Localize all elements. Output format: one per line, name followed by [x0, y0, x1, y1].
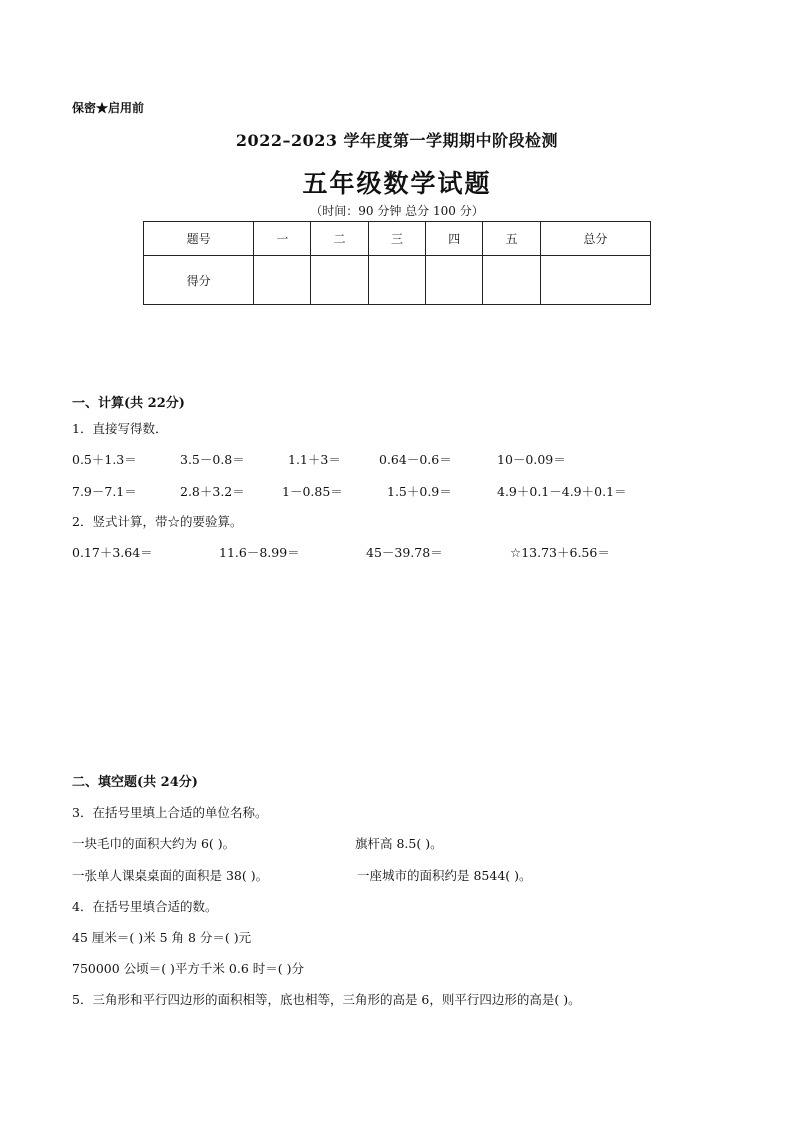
- calc-item: 0.5＋1.3＝: [72, 452, 137, 467]
- fill-item: 旗杆高 8.5( )。: [355, 836, 443, 851]
- question-3-text: 3．在括号里填上合适的单位名称。: [72, 805, 268, 820]
- fill-item: 一座城市的面积约是 8544( )。: [357, 868, 532, 883]
- fill-item: 一块毛巾的面积大约为 6( )。: [72, 836, 236, 851]
- fill-item: 一张单人课桌桌面的面积是 38( )。: [72, 868, 269, 883]
- score-table-header-row: [144, 222, 651, 256]
- score-table-header-cell: 四: [426, 222, 483, 256]
- question-2-text: 2．竖式计算，带☆的要验算。: [72, 514, 243, 529]
- score-table-header-cell: 题号: [144, 222, 254, 256]
- calc-item: 7.9－7.1＝: [72, 484, 137, 499]
- fill-item: 45 厘米＝( )米 5 角 8 分＝( )元: [72, 930, 252, 945]
- calc-item: 2.8＋3.2＝: [180, 484, 245, 499]
- score-cell[interactable]: [311, 256, 368, 305]
- score-cell[interactable]: [426, 256, 483, 305]
- question-1-text: 1．直接写得数．: [72, 421, 168, 436]
- vertical-calc-item: ☆13.73＋6.56＝: [510, 545, 610, 560]
- exam-time-info: （时间：90 分钟 总分 100 分）: [310, 204, 484, 218]
- score-table-header-cell: 五: [483, 222, 540, 256]
- page-title: 五年级数学试题: [302, 169, 492, 198]
- question-4-text: 4．在括号里填合适的数。: [72, 899, 218, 914]
- score-row-label: 得分: [144, 256, 254, 305]
- question-5-text: 5．三角形和平行四边形的面积相等，底也相等，三角形的高是 6，则平行四边形的高是( )。: [72, 992, 581, 1007]
- confidential-mark: 保密★启用前: [72, 101, 145, 115]
- calc-item: 4.9＋0.1－4.9＋0.1＝: [497, 484, 627, 499]
- score-table-header-cell: 三: [368, 222, 425, 256]
- calc-item: 10－0.09＝: [497, 452, 566, 467]
- score-table-score-row: [144, 256, 651, 305]
- calc-item: 3.5－0.8＝: [180, 452, 245, 467]
- score-table-header-cell: 二: [311, 222, 368, 256]
- score-cell[interactable]: [540, 256, 650, 305]
- fill-item: 750000 公顷＝( )平方千米 0.6 时＝( )分: [72, 961, 304, 976]
- vertical-calc-item: 11.6－8.99＝: [219, 545, 300, 560]
- calc-item: 1.5＋0.9＝: [387, 484, 452, 499]
- calc-item: 0.64－0.6＝: [379, 452, 452, 467]
- score-cell[interactable]: [254, 256, 311, 305]
- score-table-header-cell: 一: [254, 222, 311, 256]
- section-heading-calculation: 一、计算(共 22分): [72, 396, 185, 411]
- vertical-calc-item: 0.17＋3.64＝: [72, 545, 153, 560]
- vertical-calc-item: 45－39.78＝: [366, 545, 443, 560]
- calc-item: 1－0.85＝: [282, 484, 343, 499]
- section-heading-fill-in: 二、填空题(共 24分): [72, 775, 198, 790]
- score-table-header-cell: 总分: [540, 222, 650, 256]
- exam-title: 2022–2023 学年度第一学期期中阶段检测: [235, 131, 559, 150]
- calc-item: 1.1＋3＝: [288, 452, 341, 467]
- score-table: [143, 221, 651, 305]
- score-cell[interactable]: [368, 256, 425, 305]
- score-cell[interactable]: [483, 256, 540, 305]
